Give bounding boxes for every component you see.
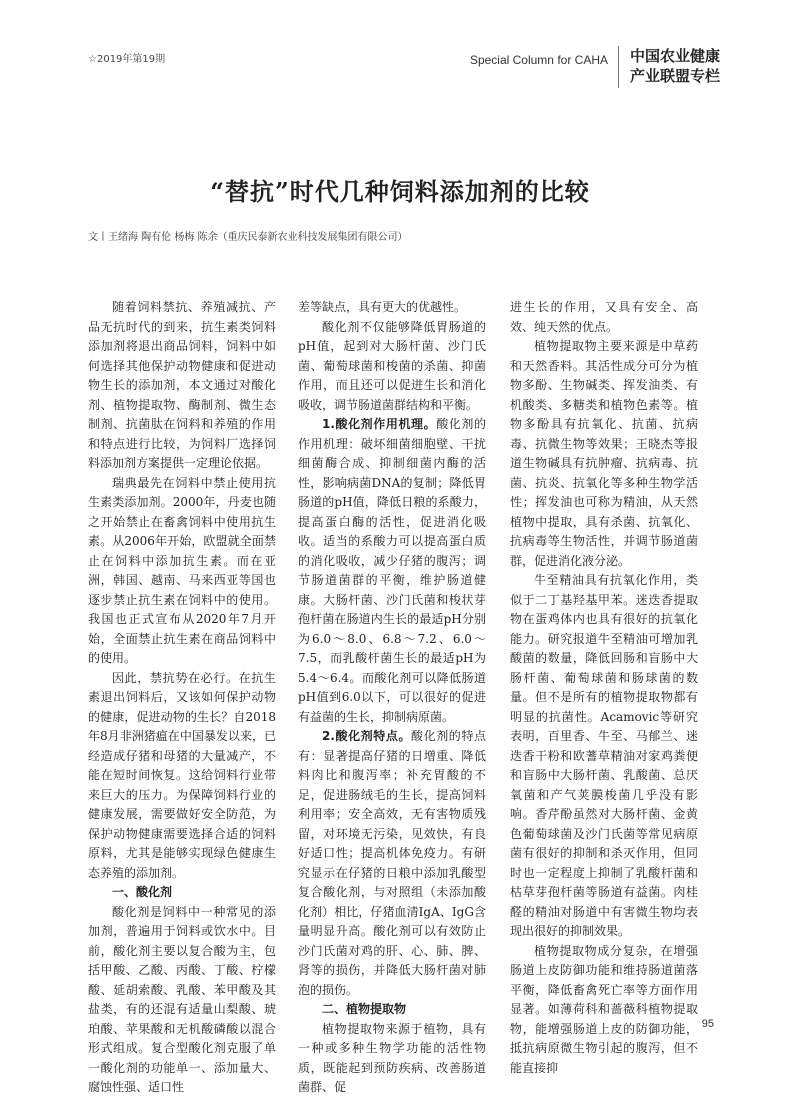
paragraph: 进生长的作用，又具有安全、高效、纯天然的优点。 (510, 300, 698, 334)
column-name-cn-line2: 产业联盟专栏 (630, 67, 721, 85)
paragraph: 瑞典最先在饲料中禁止使用抗生素类添加剂。2000年，丹麦也随之开始禁止在畜禽饲料中使用抗生素。从2006年开始，欧盟就全面禁止在饲料中添加抗生素。而在亚洲，韩国、越南、马来西亚等国也逐步禁止抗生素在饲料中的使用。我国也正式宣布从2020年7月开始，全面禁止抗生素在商品饲料中的使用。 (88, 475, 276, 665)
paragraph: 差等缺点，具有更大的优越性。 (298, 300, 467, 314)
text-column-3 (510, 298, 698, 1078)
article-title: “替抗”时代几种饲料添加剂的比较 (210, 177, 590, 206)
paragraph: 随着饲料禁抗、养殖减抗、产品无抗时代的到来，抗生素类饲料添加剂将退出商品饲料，饲料中如何选择其他保护动物健康和促进动物生长的添加剂，本文通过对酸化剂、植物提取物、酶制剂、微生态制剂、抗菌肽在饲料和养殖的作用和特点进行比较，为饲料厂选择饲料添加剂方案提供一定理论依据。 (88, 300, 276, 470)
subheading-mechanism: 1.酸化剂作用机理。 (322, 417, 437, 431)
column-name-cn-line1: 中国农业健康 (630, 47, 721, 65)
section-heading-acidifier: 一、酸化剂 (112, 885, 173, 899)
column-name-en: Special Column for CAHA (469, 53, 608, 67)
section-heading-plant-extract: 二、植物提取物 (322, 1002, 407, 1016)
text-column-2 (298, 298, 486, 1098)
paragraph: 酸化剂是饲料中一种常见的添加剂，普遍用于饲料或饮水中。目前，酸化剂主要以复合酸为主，包括甲酸、乙酸、丙酸、丁酸、柠檬酸、延胡索酸、乳酸、苯甲酸及其盐类，有的还混有适量山梨酸、琥珀酸、苹果酸和无机酸磷酸以混合形式组成。复合型酸化剂克服了单一酸化剂的功能单一、添加量大、腐蚀性强、适口性 (88, 904, 276, 1094)
paragraph: 因此，禁抗势在必行。在抗生素退出饲料后，又该如何保护动物的健康，促进动物的生长？自2018年8月非洲猪瘟在中国暴发以来，已经造成仔猪和母猪的大量减产，不能在短时间恢复。这给饲料行业带来巨大的压力。为保障饲料行业的健康发展，需要做好安全防范，为保护动物健康需要选择合适的饲料原料，尤其是能够实现绿色健康生态养殖的添加剂。 (88, 670, 276, 880)
paragraph: 植物提取物成分复杂，在增强肠道上皮防御功能和维持肠道菌落平衡，降低畜禽死亡率等方面作用显著。如薄荷科和蔷薇科植物提取物，能增强肠道上皮的防御功能，抵抗病原微生物引起的腹泻，但不能直接抑 (510, 943, 698, 1075)
paragraph-text: 酸化剂的特点有：显著提高仔猪的日增重、降低料肉比和腹泻率；补充胃酸的不足，促进肠绒毛的生长，提高饲料利用率；安全高效，无有害物质残留，对环境无污染，见效快，有良好适口性；提高机体免疫力。有研究显示在仔猪的日粮中添加乳酸型复合酸化剂，与对照组（未添加酸化剂）相比，仔猪血清IgA、IgG含量明显升高。酸化剂可以有效防止沙门氏菌对鸡的肝、心、肺、脾、肾等的损伤，并降低大肠杆菌对肺泡的损伤。 (298, 729, 486, 997)
paragraph: 植物提取物来源于植物，具有一种或多种生物学功能的活性物质，既能起到预防疾病、改善肠道菌群、促 (298, 1021, 486, 1094)
paragraph (298, 727, 486, 1000)
issue-label: ☆2019年第19期 (88, 54, 166, 65)
text-column-1 (88, 298, 276, 1098)
page-number: 95 (701, 1018, 714, 1030)
paragraph: 植物提取物主要来源是中草药和天然香料。其活性成分可分为植物多酚、生物碱类、挥发油类、有机酸类、多糖类和植物色素等。植物多酚具有抗氧化、抗菌、抗病毒、抗微生物等效果；王晓杰等报道生物碱具有抗肿瘤、抗病毒、抗菌、抗炎、抗氧化等多种生物学活性；挥发油也可称为精油，从天然植物中提取，具有杀菌、抗氧化、抗病毒等生物活性，并调节肠道菌群，促进消化液分泌。 (510, 339, 698, 568)
paragraph: 酸化剂不仅能够降低胃肠道的pH值，起到对大肠杆菌、沙门氏菌、葡萄球菌和梭菌的杀菌、抑菌作用，而且还可以促进生长和消化吸收，调节肠道菌群结构和平衡。 (298, 319, 486, 412)
paragraph-text: 酸化剂的作用机理：破坏细菌细胞壁、干扰细菌酶合成、抑制细菌内酶的活性，影响病菌DNA的复制；降低胃肠道的pH值，降低日粮的系酸力，提高蛋白酶的活性，促进消化吸收。适当的系酸力可以提高蛋白质的消化吸收，减少仔猪的腹泻；调节肠道菌群的平衡，维护肠道健康。大肠杆菌、沙门氏菌和梭状芽孢杆菌在肠道内生长的最适pH分别为6.0～8.0、6.8～7.2、6.0～7.5，而乳酸杆菌生长的最适pH为5.4～6.4。而酸化剂可以降低肠道pH值到6.0以下，可以很好的促进有益菌的生长，抑制病原菌。 (298, 417, 486, 724)
paragraph: 牛至精油具有抗氧化作用，类似于二丁基羟基甲苯。迷迭香提取物在蛋鸡体内也具有很好的抗氧化能力。研究报道牛至精油可增加乳酸菌的数量，降低回肠和盲肠中大肠杆菌、葡萄球菌和肠球菌的数量。但不是所有的植物提取物都有明显的抗菌性。Acamovic等研究表明，百里香、牛至、马郁兰、迷迭香干粉和欧蓍草精油对家鸡粪便和盲肠中大肠杆菌、乳酸菌、总厌氧菌和产气荚膜梭菌几乎没有影响。香芹酚虽然对大肠杆菌、金黄色葡萄球菌及沙门氏菌等常见病原菌有很好的抑制和杀灭作用，但同时也一定程度上抑制了乳酸杆菌和枯草芽孢杆菌等肠道有益菌。肉桂醛的精油对肠道中有害微生物均表现出很好的抑制效果。 (510, 573, 698, 938)
subheading-features: 2.酸化剂特点。 (322, 729, 412, 743)
article-byline: 文丨王绪海 陶有伦 杨梅 陈余（重庆民泰新农业科技发展集团有限公司） (88, 232, 408, 243)
header-divider (618, 46, 619, 88)
column-name-cn (630, 46, 720, 86)
paragraph (298, 415, 486, 727)
